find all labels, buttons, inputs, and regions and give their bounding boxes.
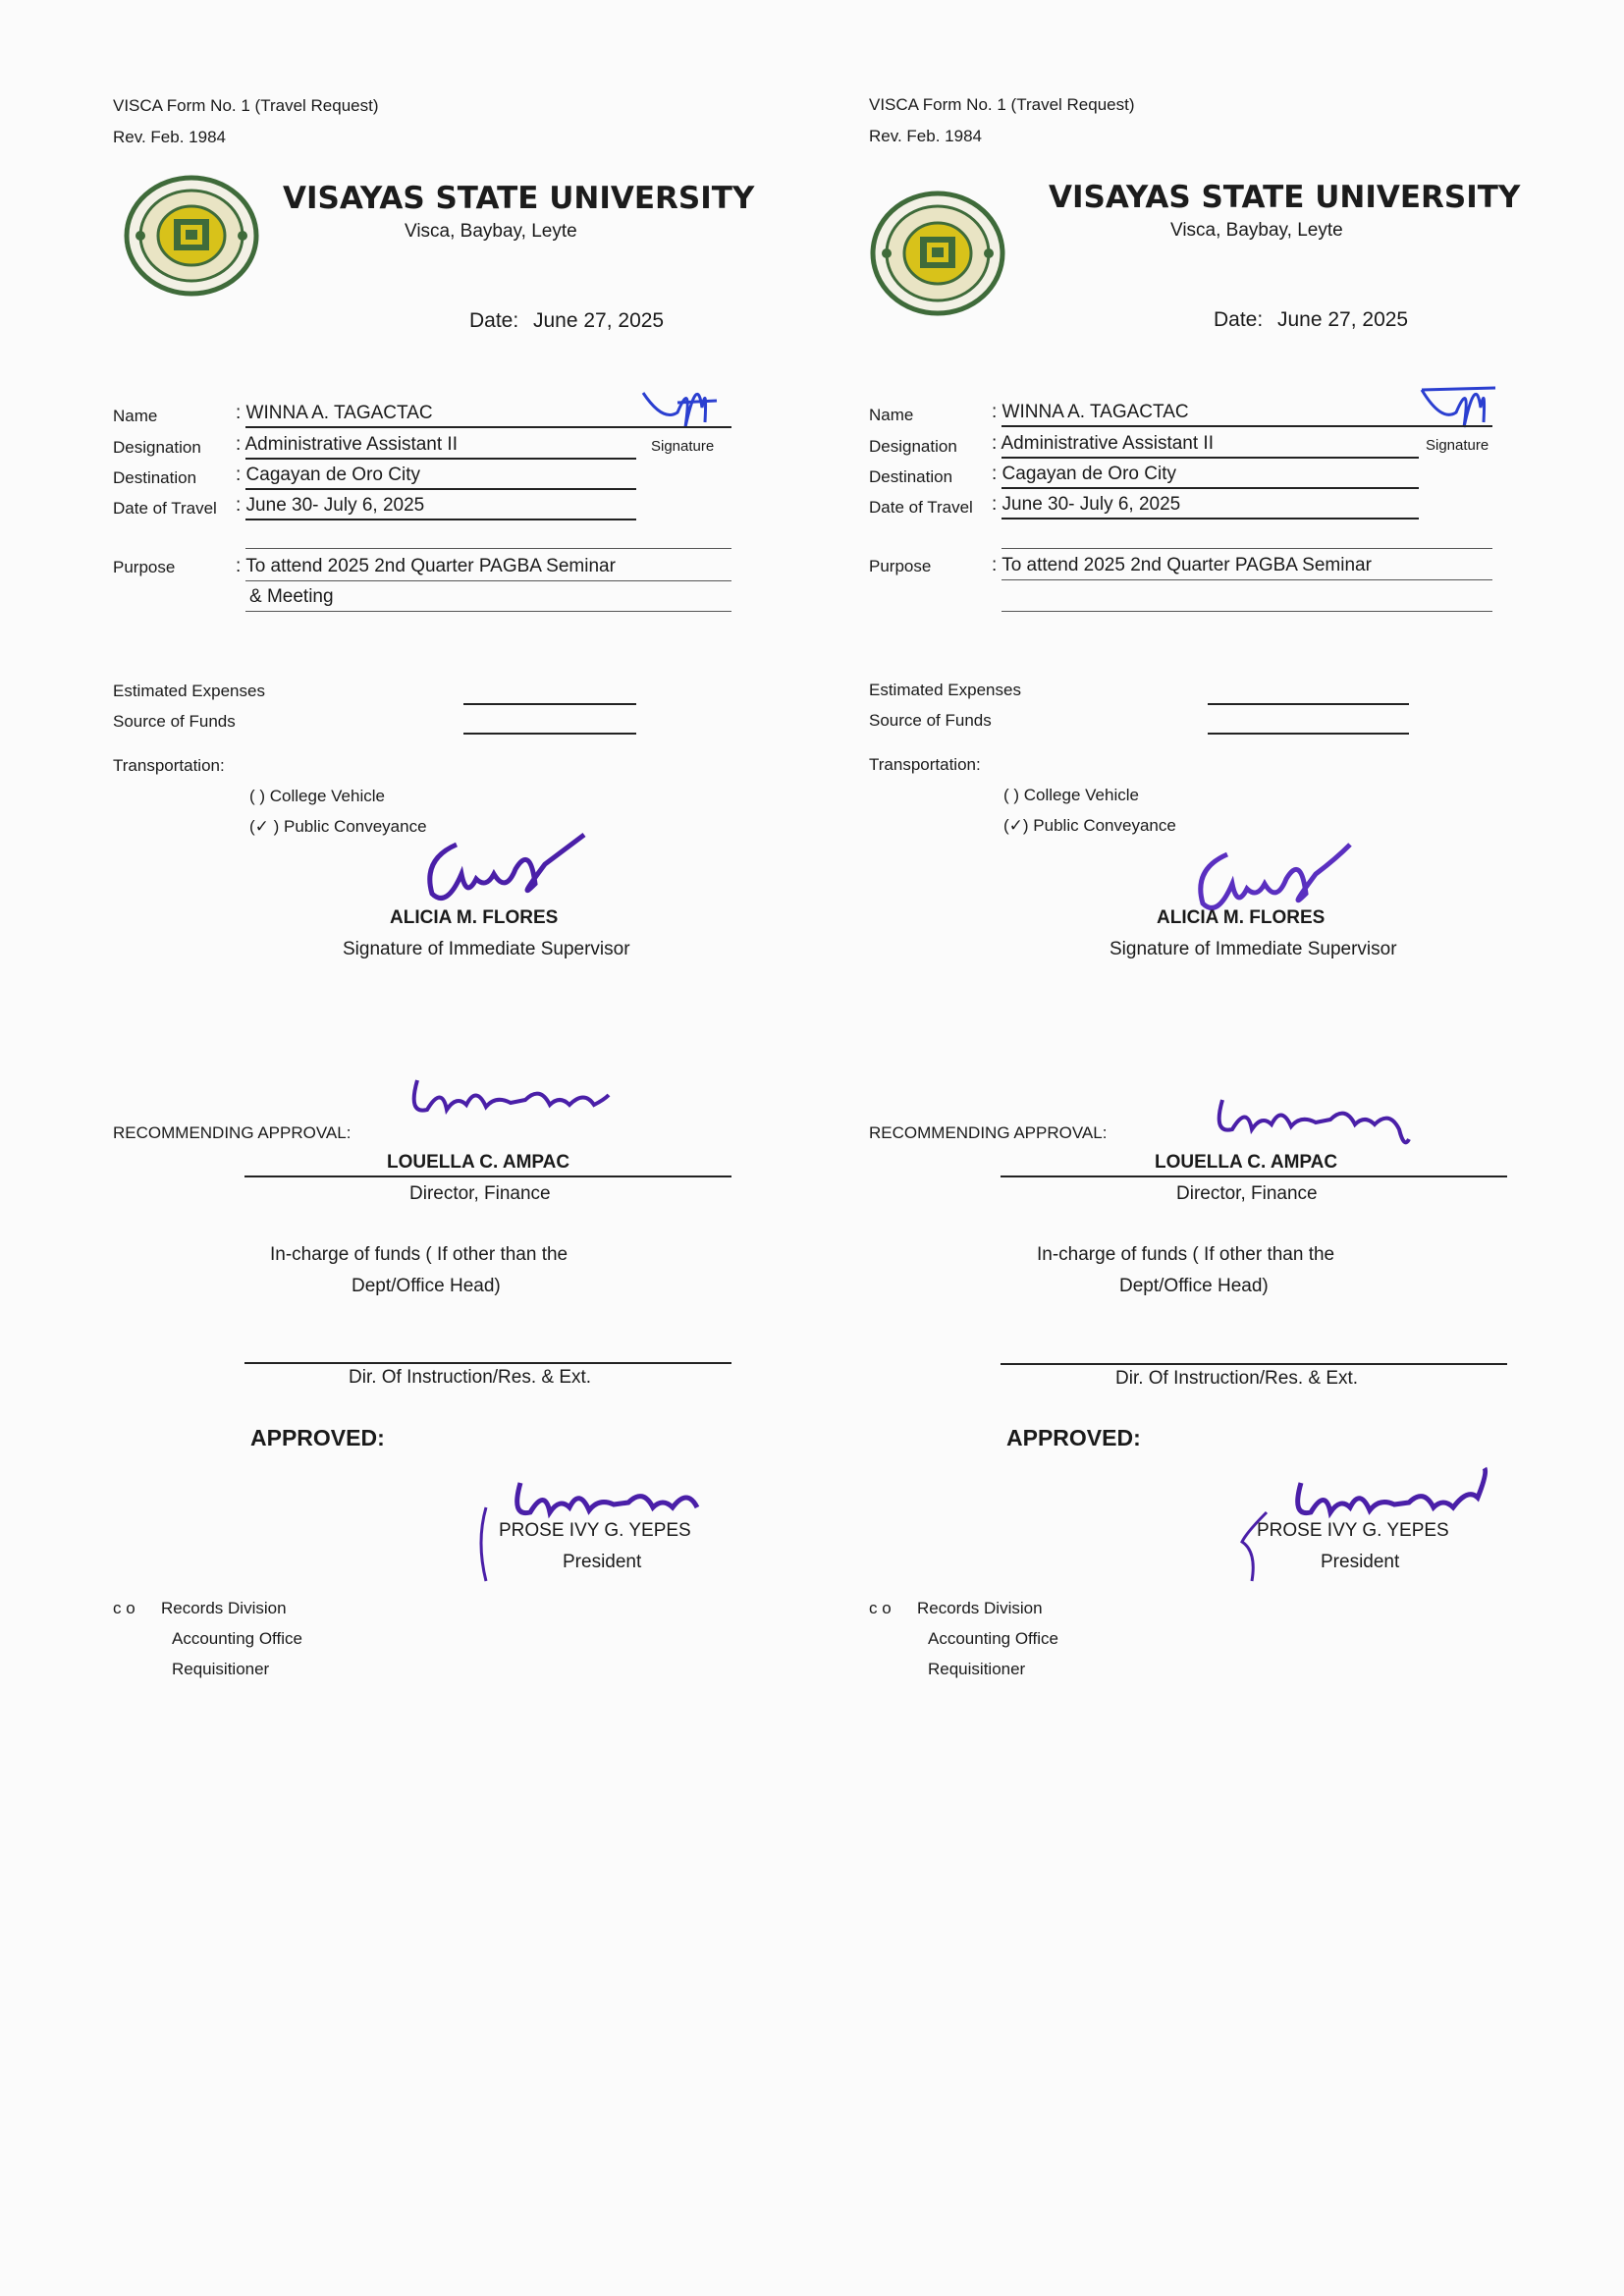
source-of-funds-label: Source of Funds	[113, 712, 236, 731]
name-value: : WINNA A. TAGACTAC	[236, 403, 433, 423]
source-of-funds-label: Source of Funds	[869, 711, 992, 730]
purpose-value-line2: & Meeting	[249, 586, 334, 607]
purpose-underline-2	[1001, 611, 1492, 612]
incharge-line1: In-charge of funds ( If other than the	[1037, 1244, 1335, 1265]
college-vehicle-option: ( ) College Vehicle	[249, 787, 385, 805]
incharge-line2: Dept/Office Head)	[1119, 1276, 1269, 1296]
approved-label: APPROVED:	[250, 1425, 385, 1450]
president-name: PROSE IVY G. YEPES	[1257, 1520, 1449, 1541]
public-conveyance-option: (✓) Public Conveyance	[1003, 816, 1176, 835]
purpose-top-rule	[245, 548, 731, 549]
dir-instruction-underline	[1001, 1363, 1507, 1365]
form-revision: Rev. Feb. 1984	[869, 127, 982, 145]
estimated-expenses-field	[463, 703, 636, 705]
estimated-expenses-label: Estimated Expenses	[869, 681, 1021, 699]
recommending-signature-icon	[403, 1066, 614, 1124]
date-of-travel-underline	[245, 519, 636, 520]
university-seal-icon	[869, 190, 1006, 317]
purpose-value-line1: : To attend 2025 2nd Quarter PAGBA Seminar	[236, 556, 616, 576]
destination-value: : Cagayan de Oro City	[992, 464, 1176, 484]
purpose-value-line1: : To attend 2025 2nd Quarter PAGBA Seminar	[992, 555, 1372, 575]
cc-requisitioner: Requisitioner	[172, 1660, 270, 1678]
designation-value: : Administrative Assistant II	[236, 434, 458, 455]
recommending-title: Director, Finance	[409, 1183, 551, 1204]
name-value: : WINNA A. TAGACTAC	[992, 402, 1189, 422]
recommending-approval-label: RECOMMENDING APPROVAL:	[869, 1123, 1108, 1142]
dir-instruction-title: Dir. Of Instruction/Res. & Ext.	[1115, 1368, 1359, 1389]
cc-records-division: Records Division	[161, 1599, 287, 1617]
recommending-underline	[244, 1175, 731, 1177]
recommending-name: LOUELLA C. AMPAC	[387, 1152, 570, 1173]
cc-label: c o	[113, 1599, 135, 1617]
destination-label: Destination	[113, 468, 197, 487]
recommending-title: Director, Finance	[1176, 1183, 1318, 1204]
university-name: VISAYAS STATE UNIVERSITY	[1049, 180, 1521, 215]
date-of-travel-label: Date of Travel	[113, 499, 217, 518]
dir-instruction-underline	[244, 1362, 731, 1364]
supervisor-signature-icon	[1188, 840, 1360, 918]
president-title: President	[563, 1552, 642, 1572]
purpose-underline-2	[245, 611, 731, 612]
date-of-travel-value: : June 30- July 6, 2025	[992, 494, 1181, 515]
cc-label: c o	[869, 1599, 892, 1617]
date-of-travel-label: Date of Travel	[869, 498, 973, 517]
supervisor-title: Signature of Immediate Supervisor	[1110, 939, 1397, 959]
date-of-travel-value: : June 30- July 6, 2025	[236, 495, 425, 516]
designation-underline	[245, 458, 636, 460]
date-value: June 27, 2025	[1277, 308, 1409, 331]
date-label: Date:	[469, 309, 519, 332]
president-title: President	[1321, 1552, 1400, 1572]
purpose-underline-1	[245, 580, 731, 581]
designation-value: : Administrative Assistant II	[992, 433, 1214, 454]
source-of-funds-field	[463, 733, 636, 735]
date-of-travel-underline	[1001, 518, 1419, 519]
supervisor-signature-icon	[417, 825, 609, 911]
date-label: Date:	[1214, 308, 1264, 331]
designation-underline	[1001, 457, 1419, 459]
designation-label: Designation	[869, 437, 957, 456]
destination-underline	[1001, 487, 1419, 489]
estimated-expenses-field	[1208, 703, 1409, 705]
university-address: Visca, Baybay, Leyte	[405, 221, 577, 242]
designation-label: Designation	[113, 438, 201, 457]
signature-label: Signature	[651, 438, 715, 455]
recommending-approval-label: RECOMMENDING APPROVAL:	[113, 1123, 352, 1142]
form-revision: Rev. Feb. 1984	[113, 128, 226, 146]
transportation-label: Transportation:	[113, 756, 225, 775]
incharge-line1: In-charge of funds ( If other than the	[270, 1244, 568, 1265]
destination-value: : Cagayan de Oro City	[236, 465, 420, 485]
supervisor-name: ALICIA M. FLORES	[390, 907, 559, 928]
form-number: VISCA Form No. 1 (Travel Request)	[869, 95, 1135, 114]
supervisor-name: ALICIA M. FLORES	[1157, 907, 1326, 928]
public-conveyance-option: (✓ ) Public Conveyance	[249, 817, 427, 836]
supervisor-title: Signature of Immediate Supervisor	[343, 939, 630, 959]
destination-label: Destination	[869, 467, 953, 486]
name-label: Name	[113, 407, 158, 425]
incharge-line2: Dept/Office Head)	[352, 1276, 501, 1296]
approved-label: APPROVED:	[1006, 1425, 1141, 1450]
source-of-funds-field	[1208, 733, 1409, 735]
purpose-underline-1	[1001, 579, 1492, 580]
destination-underline	[245, 488, 636, 490]
name-underline	[1001, 425, 1492, 427]
university-seal-icon	[123, 175, 260, 298]
president-name: PROSE IVY G. YEPES	[499, 1520, 691, 1541]
dir-instruction-title: Dir. Of Instruction/Res. & Ext.	[349, 1367, 592, 1388]
recommending-underline	[1001, 1175, 1507, 1177]
cc-accounting-office: Accounting Office	[172, 1629, 302, 1648]
recommending-name: LOUELLA C. AMPAC	[1155, 1152, 1338, 1173]
university-name: VISAYAS STATE UNIVERSITY	[283, 181, 755, 216]
date-value: June 27, 2025	[533, 309, 665, 332]
university-address: Visca, Baybay, Leyte	[1170, 220, 1343, 241]
purpose-top-rule	[1001, 548, 1492, 549]
cc-accounting-office: Accounting Office	[928, 1629, 1058, 1648]
purpose-label: Purpose	[869, 557, 932, 575]
name-underline	[245, 426, 731, 428]
college-vehicle-option: ( ) College Vehicle	[1003, 786, 1139, 804]
name-label: Name	[869, 406, 914, 424]
cc-records-division: Records Division	[917, 1599, 1043, 1617]
travel-request-form-right	[756, 0, 1522, 1728]
signature-label: Signature	[1426, 437, 1489, 454]
travel-request-form-left	[0, 0, 766, 1728]
form-number: VISCA Form No. 1 (Travel Request)	[113, 96, 379, 115]
cc-requisitioner: Requisitioner	[928, 1660, 1026, 1678]
transportation-label: Transportation:	[869, 755, 981, 774]
estimated-expenses-label: Estimated Expenses	[113, 682, 265, 700]
purpose-label: Purpose	[113, 558, 176, 576]
